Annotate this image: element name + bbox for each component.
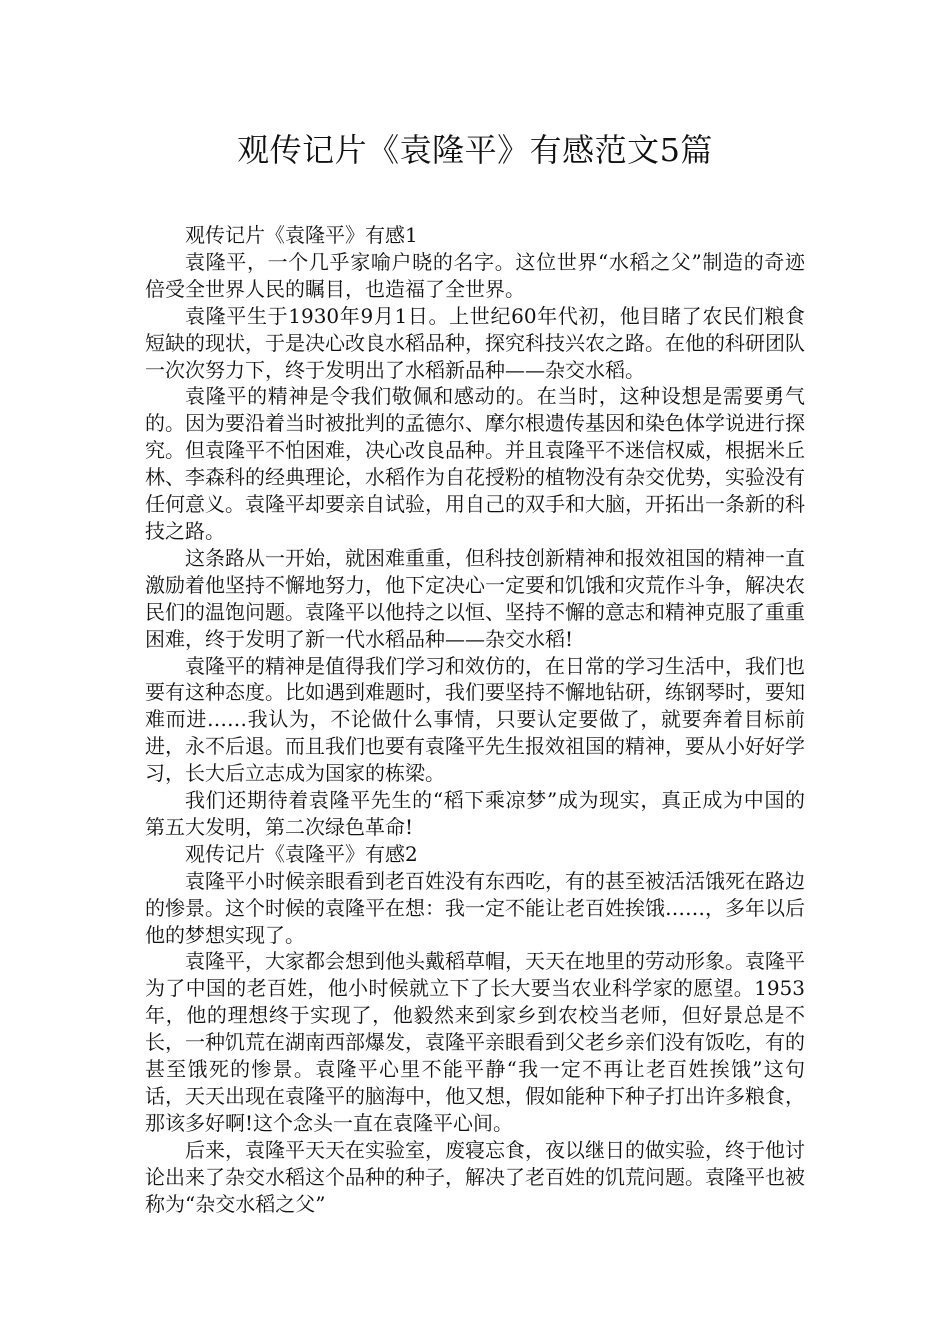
body-paragraph: 这条路从一开始，就困难重重，但科技创新精神和报效祖国的精神一直激励着他坚持不懈地努力，他下定决心一定要和饥饿和灾荒作斗争，解决农民们的温饱问题。袁隆平以他持之以恒、坚持不懈的意志和精神克服了重重困难，终于发明了新一代水稻品种——杂交水稻! — [145, 545, 805, 651]
document-title: 观传记片《袁隆平》有感范文5篇 — [237, 131, 713, 169]
body-paragraph: 袁隆平，一个几乎家喻户晓的名字。这位世界“水稻之父”制造的奇迹倍受全世界人民的瞩目，也造福了全世界。 — [145, 249, 805, 301]
document-body — [145, 222, 805, 1218]
body-paragraph: 袁隆平的精神是令我们敬佩和感动的。在当时，这种设想是需要勇气的。因为要沿着当时被批判的孟德尔、摩尔根遗传基因和染色体学说进行探究。但袁隆平不怕困难，决心改良品种。并且袁隆平不迷信权威，根据米丘林、李森科的经典理论，水稻作为自花授粉的植物没有杂交优势，实验没有任何意义。袁隆平却要亲自试验，用自己的双手和大脑，开拓出一条新的科技之路。 — [145, 384, 805, 543]
body-paragraph: 后来，袁隆平天天在实验室，废寝忘食，夜以继日的做实验，终于他讨论出来了杂交水稻这个品种的种子，解决了老百姓的饥荒问题。袁隆平也被称为“杂交水稻之父” — [145, 1137, 805, 1216]
section-heading: 观传记片《袁隆平》有感2 — [185, 841, 418, 866]
body-paragraph: 袁隆平小时候亲眼看到老百姓没有东西吃，有的甚至被活活饿死在路边的惨景。这个时候的袁隆平在想：我一定不能让老百姓挨饿……，多年以后他的梦想实现了。 — [145, 868, 805, 947]
body-paragraph: 袁隆平，大家都会想到他头戴稻草帽，天天在地里的劳动形象。袁隆平为了中国的老百姓，他小时候就立下了长大要当农业科学家的愿望。1953年，他的理想终于实现了，他毅然来到家乡到农校当老师，但好景总是不长，一种饥荒在湖南西部爆发，袁隆平亲眼看到父老乡亲们没有饭吃，有的甚至饿死的惨景。袁隆平心里不能平静“我一定不再让老百姓挨饿”这句话，天天出现在袁隆平的脑海中，他又想，假如能种下种子打出许多粮食，那该多好啊!这个念头一直在袁隆平心间。 — [145, 949, 805, 1135]
body-paragraph: 袁隆平的精神是值得我们学习和效仿的，在日常的学习生活中，我们也要有这种态度。比如遇到难题时，我们要坚持不懈地钻研，练钢琴时，要知难而进……我认为，不论做什么事情，只要认定要做了，就要奔着目标前进，永不后退。而且我们也要有袁隆平先生报效祖国的精神，要从小好好学习，长大后立志成为国家的栋梁。 — [145, 653, 805, 786]
section-heading: 观传记片《袁隆平》有感1 — [185, 223, 418, 247]
body-paragraph: 袁隆平生于1930年9月1日。上世纪60年代初，他目睹了农民们粮食短缺的现状，于是决心改良水稻品种，探究科技兴农之路。在他的科研团队一次次努力下，终于发明出了水稻新品种——杂交水稻。 — [145, 303, 805, 382]
body-paragraph: 我们还期待着袁隆平先生的“稻下乘凉梦”成为现实，真正成为中国的第五大发明，第二次绿色革命! — [145, 788, 805, 839]
